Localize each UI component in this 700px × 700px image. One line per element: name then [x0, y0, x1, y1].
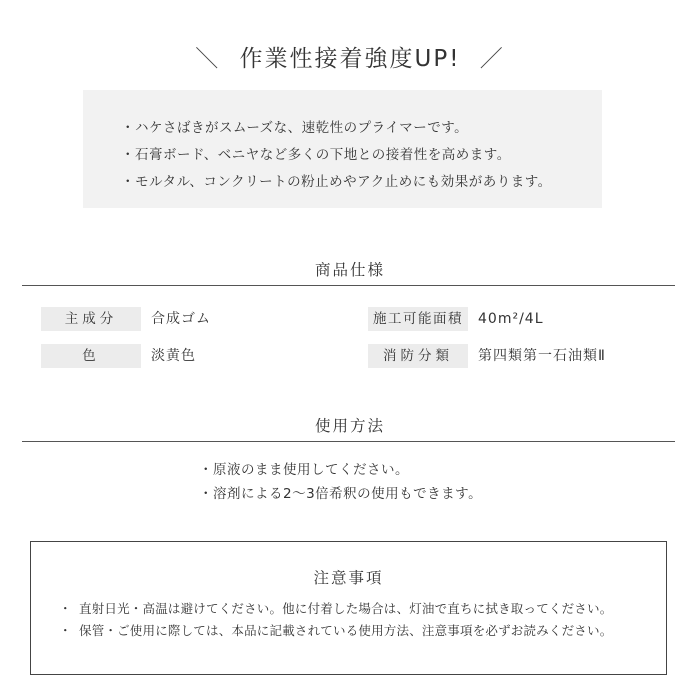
- headline-right-mark: ／: [479, 46, 505, 72]
- usage-section-title: 使用方法: [314, 417, 385, 435]
- spec-label-fire-class: 消防分類: [368, 344, 468, 368]
- usage-line: ・溶剤による2〜3倍希釈の使用もできます。: [199, 486, 483, 502]
- usage-line: ・原液のまま使用してください。: [199, 462, 409, 478]
- feature-line: ・石膏ボード、ベニヤなど多くの下地との接着性を高めます。: [121, 147, 511, 163]
- notice-bullet: ・: [59, 601, 72, 616]
- spec-section-title: 商品仕様: [314, 261, 385, 279]
- notice-line: [59, 620, 612, 642]
- notice-bullet: ・: [59, 623, 72, 638]
- spec-label-main-component: 主成分: [41, 307, 141, 331]
- headline-text: 作業性接着強度UP!: [239, 46, 461, 72]
- headline-left-mark: ＼: [195, 46, 221, 72]
- usage-section-divider: [22, 441, 675, 442]
- spec-value-coverage: 40m²/4L: [478, 311, 544, 327]
- spec-section-divider: [22, 285, 675, 286]
- notice-box: [30, 541, 667, 675]
- feature-line: ・ハケさばきがスムーズな、速乾性のプライマーです。: [121, 120, 469, 136]
- notice-line-text: 直射日光・高温は避けてください。他に付着した場合は、灯油で直ちに拭き取ってください。: [79, 601, 613, 616]
- spec-value-color: 淡黄色: [151, 348, 196, 364]
- feature-line: ・モルタル、コンクリートの粉止めやアク止めにも効果があります。: [121, 174, 552, 190]
- spec-value-main-component: 合成ゴム: [151, 311, 211, 327]
- spec-label-color: 色: [41, 344, 141, 368]
- spec-label-coverage: 施工可能面積: [368, 307, 468, 331]
- notice-line: [59, 598, 612, 620]
- notice-line-text: 保管・ご使用に際しては、本品に記載されている使用方法、注意事項を必ずお読みください。: [79, 623, 613, 638]
- headline: [0, 40, 700, 73]
- feature-box: [83, 90, 602, 208]
- notice-title: 注意事項: [313, 569, 384, 587]
- spec-value-fire-class: 第四類第一石油類Ⅱ: [478, 348, 606, 364]
